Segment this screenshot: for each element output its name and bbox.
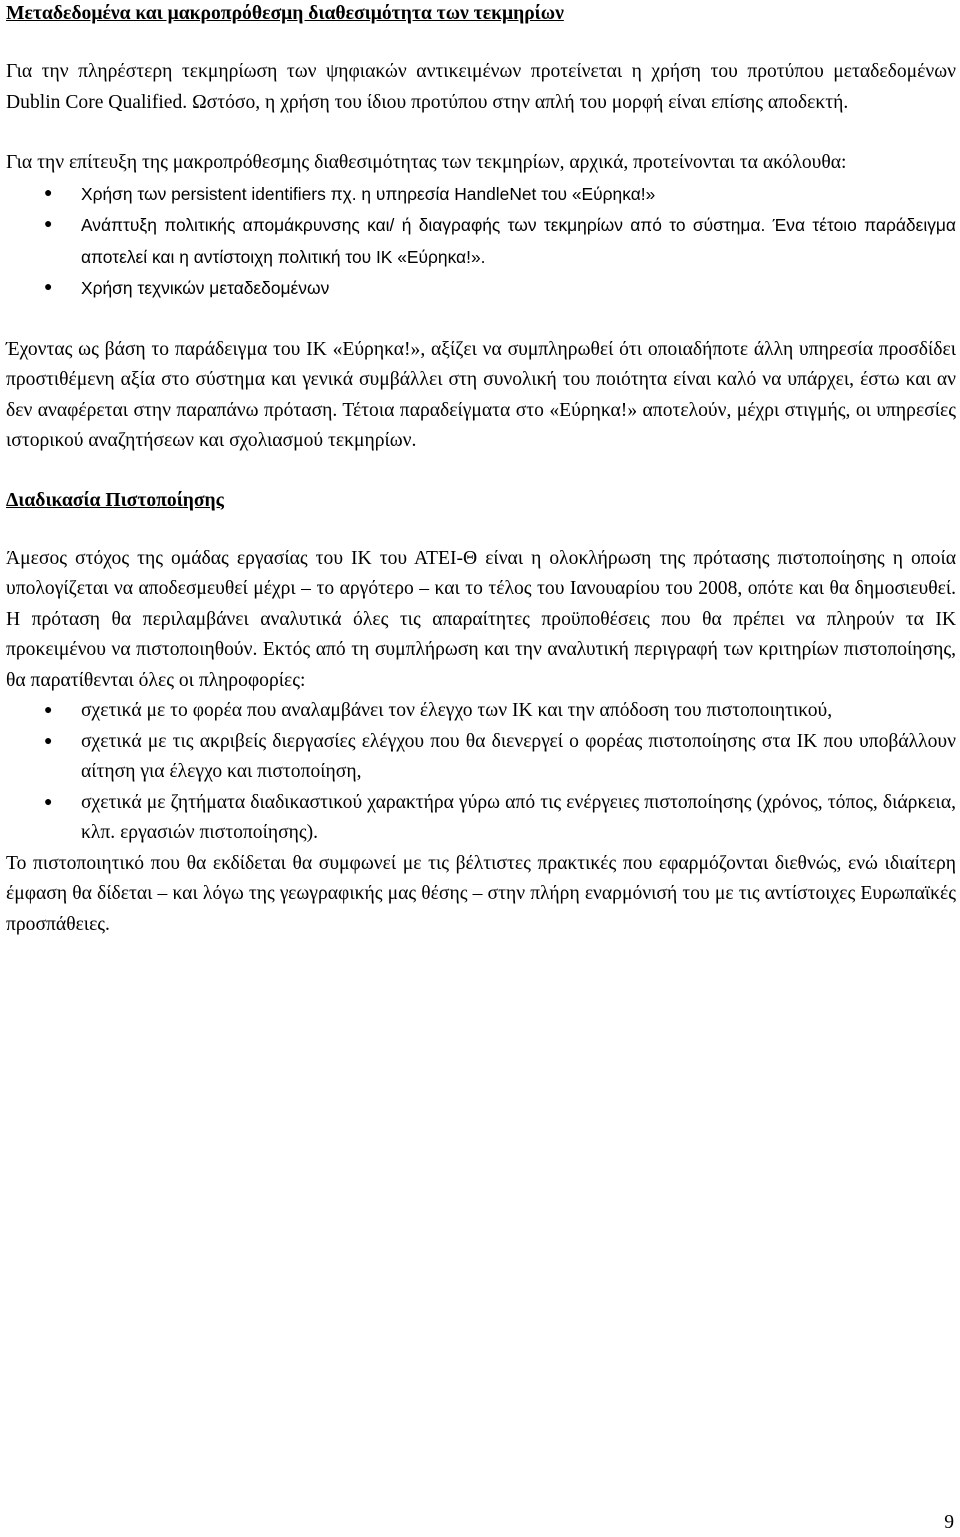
list-item-text: Ανάπτυξη πολιτικής απομάκρυνσης και/ ή διαγραφής των τεκμηρίων από το σύστημα. Ένα τέτοιο παράδειγμα αποτελεί και η αντίστοιχη πολιτική του ΙΚ «Εύρηκα!». bbox=[81, 215, 956, 267]
list-item bbox=[6, 179, 956, 211]
paragraph-long-term-availability: Για την επίτευξη της μακροπρόθεσμης διαθεσιμότητας των τεκμηρίων, αρχικά, προτείνονται τα ακόλουθα: bbox=[6, 152, 847, 173]
list-item-text: Χρήση τεχνικών μεταδεδομένων bbox=[81, 278, 330, 298]
bullet-list-proposals bbox=[6, 179, 956, 305]
spacer bbox=[6, 514, 956, 544]
spacer bbox=[6, 27, 956, 57]
list-item-text: σχετικά με ζητήματα διαδικαστικού χαρακτήρα γύρω από τις ενέργειες πιστοποίησης (χρόνος, τόπος, διάρκεια, κλπ. εργασιών πιστοποίησης). bbox=[81, 791, 956, 843]
spacer bbox=[6, 118, 956, 148]
list-item-text: σχετικά με το φορέα που αναλαμβάνει τον έλεγχο των ΙΚ και την απόδοση του πιστοποιητικού, bbox=[81, 700, 833, 721]
section-title-metadata: Μεταδεδομένα και μακροπρόθεσμη διαθεσιμότητα των τεκμηρίων bbox=[6, 3, 564, 24]
list-item-text: Χρήση των persistent identifiers πχ. η υπηρεσία HandleNet του «Εύρηκα!» bbox=[81, 183, 656, 204]
bullet-icon: ● bbox=[44, 280, 53, 295]
list-item bbox=[6, 788, 956, 849]
list-item-text: σχετικά με τις ακριβείς διεργασίες ελέγχου που θα διενεργεί ο φορέας πιστοποίησης στα ΙΚ που υποβάλλουν αίτηση για έλεγχο και πιστοποίηση, bbox=[81, 730, 956, 782]
page-number: 9 bbox=[944, 1512, 954, 1533]
spacer bbox=[6, 305, 956, 335]
bullet-icon: ● bbox=[44, 733, 53, 749]
paragraph-eureka-example: Έχοντας ως βάση το παράδειγμα του ΙΚ «Εύρηκα!», αξίζει να συμπληρωθεί ότι οποιαδήποτε άλλη υπηρεσία προσδίδει προστιθέμενη αξία στο σύστημα και γενικά συμβάλλει στη συνολική του ποιότητα είναι καλό να υπάρχει, έστω και αν δεν αναφέρεται στην παραπάνω πρόταση. Τέτοια παραδείγματα στο «Εύρηκα!» αποτελούν, μέχρι στιγμής, οι υπηρεσίες ιστορικού αναζητήσεων και σχολιασμού τεκμηρίων. bbox=[6, 338, 956, 451]
bullet-icon: ● bbox=[44, 794, 53, 810]
paragraph-certificate-practices: Το πιστοποιητικό που θα εκδίδεται θα συμφωνεί με τις βέλτιστες πρακτικές που εφαρμόζονται διεθνώς, ενώ ιδιαίτερη έμφαση θα δίδεται – και λόγω της γεωγραφικής μας θέσης – στην πλήρη εναρμόνισή του με τις αντίστοιχες Ευρωπαϊκές προσπάθειες. bbox=[6, 852, 956, 935]
bullet-icon: ● bbox=[44, 217, 53, 232]
list-item bbox=[6, 727, 956, 788]
bullet-list-certification-info bbox=[6, 696, 956, 849]
paragraph-dublin-core: Για την πληρέστερη τεκμηρίωση των ψηφιακών αντικειμένων προτείνεται η χρήση του προτύπου μεταδεδομένων Dublin Core Qualified. Ωστόσο, η χρήση του ίδιου προτύπου στην απλή του μορφή είναι επίσης αποδεκτή. bbox=[6, 61, 956, 113]
list-item bbox=[6, 210, 956, 273]
bullet-icon: ● bbox=[44, 703, 53, 718]
bullet-icon: ● bbox=[44, 185, 53, 201]
list-item bbox=[6, 696, 956, 727]
list-item bbox=[6, 273, 956, 305]
section-title-certification: Διαδικασία Πιστοποίησης bbox=[6, 489, 224, 511]
paragraph-certification-goal: Άμεσος στόχος της ομάδας εργασίας του ΙΚ του ΑΤΕΙ-Θ είναι η ολοκλήρωση της πρότασης πιστοποίησης η οποία υπολογίζεται να αποδεσμευθεί μέχρι – το αργότερο – και το τέλος του Ιανουαρίου του 2008, οπότε και θα δημοσιευθεί. Η πρόταση θα περιλαμβάνει αναλυτικά όλες τις απαραίτητες προϋποθέσεις που θα πρέπει να πληρούν τα ΙΚ προκειμένου να πιστοποιηθούν. Εκτός από τη συμπλήρωση και την αναλυτική περιγραφή των κριτηρίων πιστοποίησης, θα παρατίθενται όλες οι πληροφορίες: bbox=[6, 547, 956, 691]
spacer bbox=[6, 457, 956, 487]
document-page bbox=[6, 0, 956, 940]
